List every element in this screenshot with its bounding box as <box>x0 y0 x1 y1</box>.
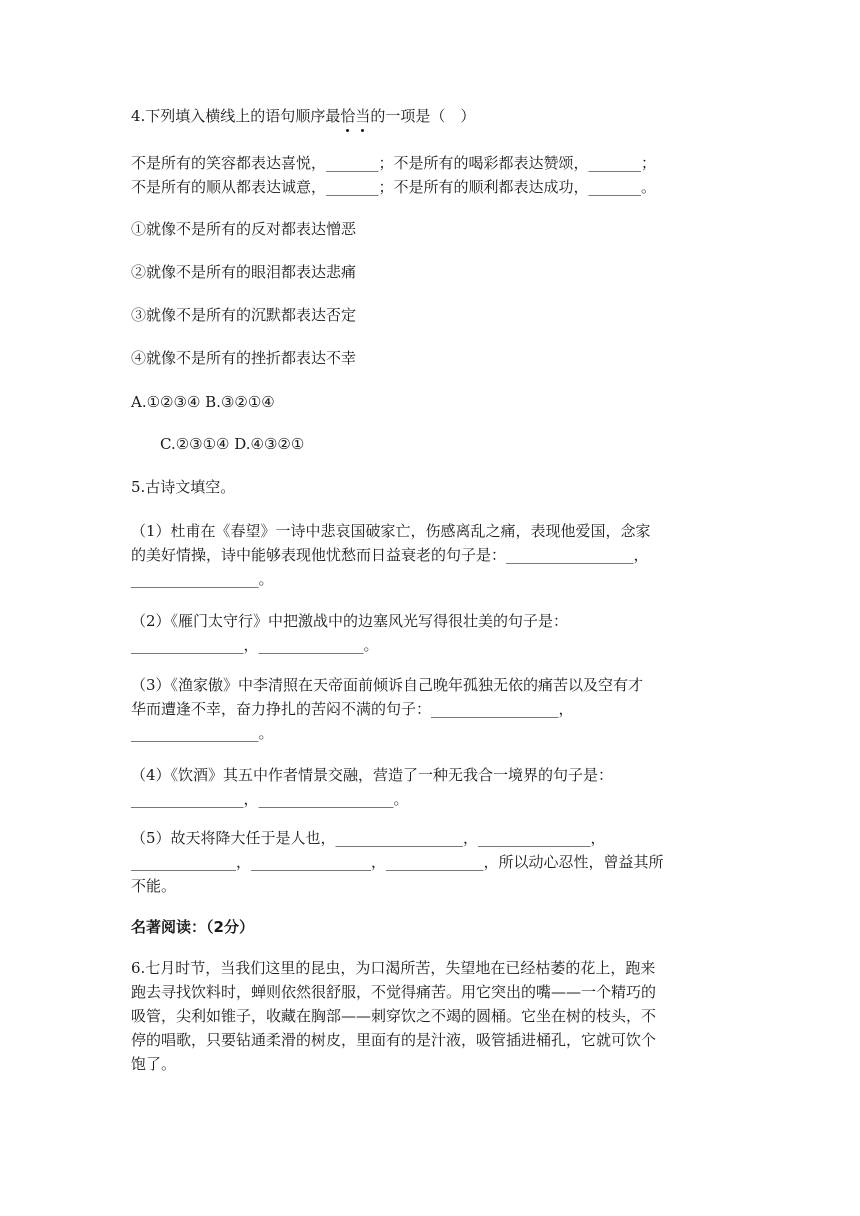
q6-line: 停的唱歌，只要钻通柔滑的树皮，里面有的是汁液，吸管插进桶孔，它就可饮个 <box>131 1031 657 1049</box>
q4-choices: A.①②③④ B.③②①④ <box>131 393 275 411</box>
q5-item-2-line: （2）《雁门太守行》中把激战中的边塞风光写得很壮美的句子是： <box>131 612 569 630</box>
stem-text: 的一项是（ ） <box>370 107 476 125</box>
q5-item-5-line: 不能。 <box>131 877 177 895</box>
q5-item-3-line: （3）《渔家傲》中李清照在天帝面前倾诉自己晚年孤独无依的痛苦以及空有才 <box>131 676 644 694</box>
q6-line: 6.七月时节，当我们这里的昆虫，为口渴所苦，失望地在已经枯萎的花上，跑来 <box>131 959 656 977</box>
emphasis-dot <box>346 129 349 132</box>
q5-item-4-line: _______________，__________________。 <box>131 790 409 808</box>
q5-item-3-line: 华而遭逢不幸，奋力挣扎的苦闷不满的句子：_________________， <box>131 700 574 718</box>
question-4-stem <box>131 106 475 126</box>
q6-line: 跑去寻找饮料时，蝉则依然很舒服，不觉得痛苦。用它突出的嘴——一个精巧的 <box>131 983 657 1001</box>
emphasis-dot <box>361 129 364 132</box>
section-heading: 名著阅读：（2分） <box>131 918 254 936</box>
q4-choices: C.②③①④ D.④③②① <box>160 435 305 453</box>
q5-item-1-line: （1）杜甫在《春望》一诗中悲哀国破家亡，伤感离乱之痛，表现他爱国，念家 <box>131 522 651 540</box>
emphasis-word <box>340 107 370 125</box>
q5-item-4-line: （4）《饮酒》其五中作者情景交融，营造了一种无我合一境界的句子是： <box>131 766 614 784</box>
stem-text: 4.下列填入横线上的语句顺序最 <box>131 107 341 125</box>
q5-item-5-line: ______________，________________，_____________，所以动心忍性，曾益其所 <box>131 853 664 871</box>
q5-item-5-line: （5）故天将降大任于是人也，_________________，_______________， <box>131 829 606 847</box>
q5-item-1-line: 的美好情操，诗中能够表现他忧愁而日益衰老的句子是：_________________， <box>131 546 649 564</box>
q4-passage-line: 不是所有的顺从都表达诚意，_______；不是所有的顺利都表达成功，_______。 <box>131 178 657 196</box>
q6-line: 饱了。 <box>131 1055 177 1073</box>
q4-passage-line: 不是所有的笑容都表达喜悦，_______；不是所有的喝彩都表达赞颂，_______； <box>131 154 657 172</box>
q4-option: ③就像不是所有的沉默都表达否定 <box>131 306 357 324</box>
q5-item-2-line: _______________，______________。 <box>131 636 379 654</box>
q5-item-1-line: _________________。 <box>131 570 274 588</box>
q4-option: ②就像不是所有的眼泪都表达悲痛 <box>131 263 357 281</box>
question-5-title: 5.古诗文填空。 <box>131 478 236 496</box>
emphasis-text: 恰当 <box>340 107 371 125</box>
q4-option: ④就像不是所有的挫折都表达不幸 <box>131 349 357 367</box>
q5-item-3-line: _________________。 <box>131 724 274 742</box>
q4-option: ①就像不是所有的反对都表达憎恶 <box>131 220 357 238</box>
q6-line: 吸管，尖利如锥子，收藏在胸部——刺穿饮之不竭的圆桶。它坐在树的枝头，不 <box>131 1007 657 1025</box>
